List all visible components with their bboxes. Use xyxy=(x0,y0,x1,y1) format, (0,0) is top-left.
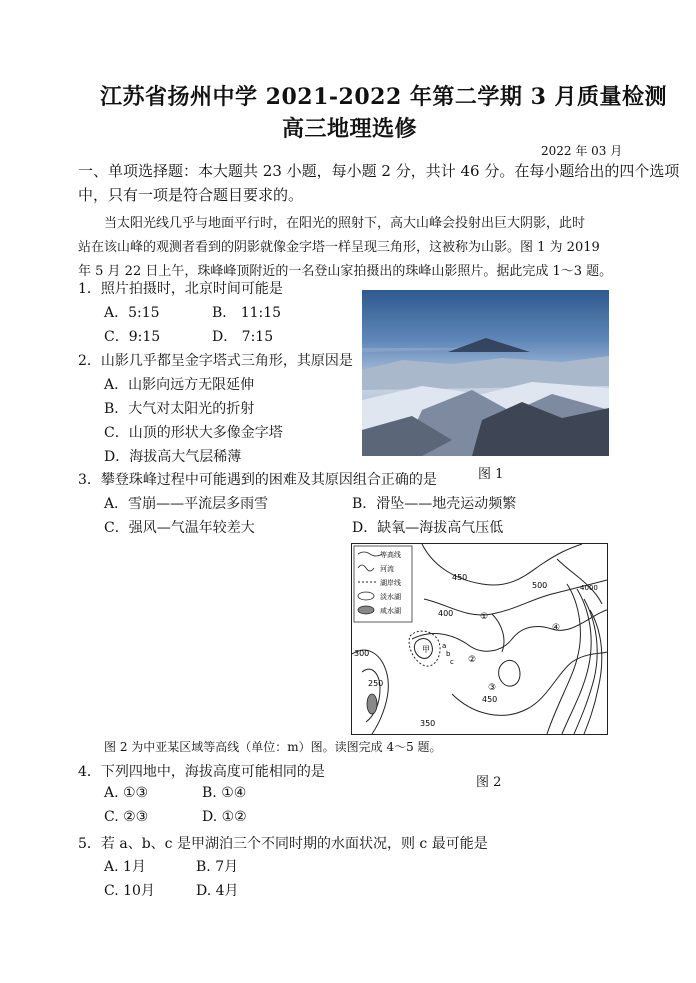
question-5-option-a: A. 1月 xyxy=(104,859,146,875)
question-1-option-b: B． 11:15 xyxy=(212,305,282,321)
question-2-stem: 2．山影几乎都呈金字塔式三角形，其原因是 xyxy=(78,353,353,369)
contour-label-300: 300 xyxy=(354,649,370,658)
question-3-option-d: D．缺氧—海拔高气压低 xyxy=(352,520,504,536)
figure-1-photo xyxy=(362,290,609,456)
contour-label-450-top: 450 xyxy=(452,573,468,582)
figure-2-caption: 图 2 为中亚某区域等高线（单位：m）图。读图完成 4～5 题。 xyxy=(104,740,442,754)
question-5-option-d: D. 4月 xyxy=(196,883,239,899)
question-4-option-b: B. ①④ xyxy=(202,785,247,801)
question-1-option-c: C．9:15 xyxy=(104,329,161,345)
question-5-stem: 5．若 a、b、c 是甲湖泊三个不同时期的水面状况，则 c 最可能是 xyxy=(78,836,488,852)
legend-contour-label: 等高线 xyxy=(380,551,401,559)
question-3-option-a: A．雪崩——平流层多雨雪 xyxy=(104,496,269,512)
contour-label-350: 350 xyxy=(420,719,436,728)
point-label-2: ② xyxy=(468,655,477,665)
point-label-1: ① xyxy=(480,612,489,622)
passage-line3: 年 5 月 22 日上午，珠峰峰顶附近的一名登山家拍摄出的珠峰山影照片。据此完成 1～3 题。 xyxy=(78,264,613,279)
question-2-option-b: B．大气对太阳光的折射 xyxy=(104,401,255,417)
legend-freshwater-lake-label: 淡水湖 xyxy=(380,593,401,601)
question-4-option-d: D. ①② xyxy=(202,809,247,825)
question-1-option-a: A．5:15 xyxy=(104,305,160,321)
question-5-option-b: B. 7月 xyxy=(196,859,239,875)
figure-1-caption: 图 1 xyxy=(478,467,504,482)
section-intro-line1: 一、单项选择题：本大题共 23 小题，每小题 2 分，共计 46 分。在每小题给出的四个选项 xyxy=(78,162,680,180)
legend-river-label: 河流 xyxy=(380,565,394,573)
lake-level-label-b: b xyxy=(446,650,451,658)
legend-shoreline-label: 湖岸线 xyxy=(380,579,401,587)
contour-label-500: 500 xyxy=(532,581,548,590)
lake-label-jia: 甲 xyxy=(422,645,430,654)
question-4-option-a: A. ①③ xyxy=(104,785,149,801)
passage-line1: 当太阳光线几乎与地面平行时，在阳光的照射下，高大山峰会投射出巨大阴影，此时 xyxy=(104,216,586,231)
legend-saltwater-lake-label: 咸水湖 xyxy=(380,607,401,615)
question-4-stem: 4．下列四地中，海拔高度可能相同的是 xyxy=(78,764,325,780)
passage-line2: 站在该山峰的观测者看到的阴影就像金字塔一样呈现三角形，这被称为山影。图 1 为 2019 xyxy=(78,240,600,255)
contour-label-250: 250 xyxy=(368,679,384,688)
question-3-option-c: C．强风—气温年较差大 xyxy=(104,520,255,536)
question-1-option-d: D． 7:15 xyxy=(212,329,274,345)
figure-2-label: 图 2 xyxy=(476,775,502,790)
lake-level-label-c: c xyxy=(450,658,454,666)
point-label-4: ④ xyxy=(552,623,561,633)
lake-level-label-a: a xyxy=(442,642,447,650)
question-3-stem: 3．攀登珠峰过程中可能遇到的困难及其原因组合正确的是 xyxy=(78,472,437,488)
question-1-stem: 1．照片拍摄时，北京时间可能是 xyxy=(78,281,283,297)
contour-label-4000: 4000 xyxy=(580,584,598,592)
page-subtitle: 高三地理选修 xyxy=(282,116,418,142)
contour-label-450-bottom: 450 xyxy=(482,695,498,704)
point-label-3: ③ xyxy=(488,683,497,693)
question-5-option-c: C. 10月 xyxy=(104,883,155,899)
contour-label-400: 400 xyxy=(438,609,454,618)
section-intro-line2: 中，只有一项是符合题目要求的。 xyxy=(78,186,304,204)
question-3-option-b: B．滑坠——地壳运动频繁 xyxy=(352,496,517,512)
exam-date: 2022 年 03 月 xyxy=(541,144,623,158)
question-4-option-c: C. ②③ xyxy=(104,809,149,825)
question-2-option-a: A．山影向远方无限延伸 xyxy=(104,377,255,393)
page-title: 江苏省扬州中学 2021-2022 年第二学期 3 月质量检测 xyxy=(100,84,668,110)
figure-2-contour-map xyxy=(351,543,608,735)
question-2-option-c: C．山顶的形状大多像金字塔 xyxy=(104,425,283,441)
question-2-option-d: D．海拔高大气层稀薄 xyxy=(104,449,242,465)
